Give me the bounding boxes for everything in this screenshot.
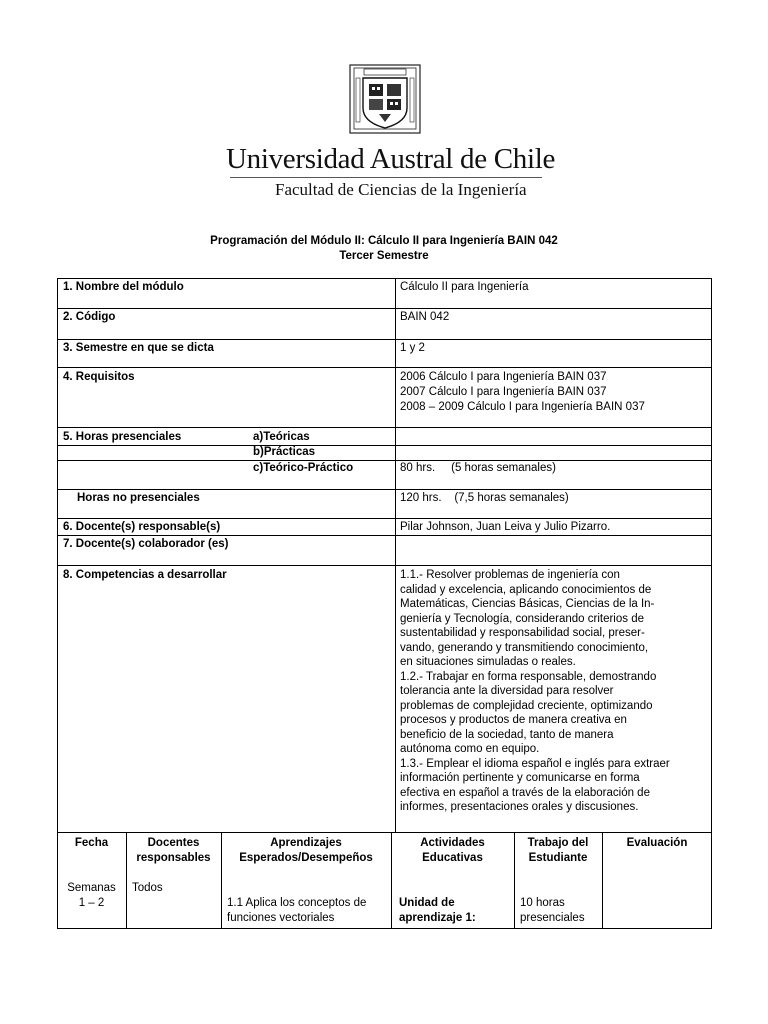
row-divider bbox=[57, 367, 712, 368]
row-label-requisitos: 4. Requisitos bbox=[63, 371, 135, 383]
row-label-no-presenciales: Horas no presenciales bbox=[77, 492, 200, 504]
title-line-1: Programación del Módulo II: Cálculo II para Ingeniería BAIN 042 bbox=[210, 235, 558, 247]
program-table bbox=[57, 278, 712, 929]
row-value-semestre: 1 y 2 bbox=[400, 342, 425, 354]
row-divider bbox=[57, 832, 712, 833]
seal-icon bbox=[349, 64, 421, 134]
header-aprendizajes: Aprendizajes Esperados/Desempeños bbox=[239, 837, 373, 864]
header-fecha: Fecha bbox=[74, 837, 109, 849]
horas-teoricas-label: a)Teóricas bbox=[253, 431, 310, 443]
faculty-name: Facultad de Ciencias de la Ingeniería bbox=[275, 180, 527, 199]
row-label-competencias: 8. Competencias a desarrollar bbox=[63, 569, 227, 581]
row-divider bbox=[57, 460, 712, 461]
horas-teorico-practico-label: c)Teórico-Práctico bbox=[253, 462, 354, 474]
document-title bbox=[0, 234, 768, 264]
table-border-top bbox=[57, 278, 712, 279]
header-actividades: Actividades Educativas bbox=[420, 837, 485, 864]
horas-teorico-practico-value: 80 hrs. (5 horas semanales) bbox=[400, 462, 556, 474]
header-evaluacion: Evaluación bbox=[626, 837, 688, 849]
requisito-item: 2006 Cálculo I para Ingeniería BAIN 037 bbox=[400, 371, 607, 383]
row-label-nombre: 1. Nombre del módulo bbox=[63, 281, 184, 293]
cell-aprendizajes: 1.1 Aplica los conceptos de funciones vectoriales bbox=[227, 897, 367, 924]
row-label-codigo: 2. Código bbox=[63, 311, 116, 323]
column-divider bbox=[395, 278, 396, 832]
row-divider bbox=[57, 565, 712, 566]
row-value-nombre: Cálculo II para Ingeniería bbox=[400, 281, 529, 293]
row-divider bbox=[57, 445, 712, 446]
title-line-2: Tercer Semestre bbox=[339, 250, 429, 262]
row-value-docentes: Pilar Johnson, Juan Leiva y Julio Pizarro. bbox=[400, 521, 611, 533]
row-value-no-presenciales: 120 hrs. (7,5 horas semanales) bbox=[400, 492, 569, 504]
row-label-docentes: 6. Docente(s) responsable(s) bbox=[63, 521, 221, 533]
requisito-item: 2007 Cálculo I para Ingeniería BAIN 037 bbox=[400, 386, 607, 398]
requisito-item: 2008 – 2009 Cálculo I para Ingeniería BAIN 037 bbox=[400, 401, 645, 413]
table-border-bottom bbox=[57, 928, 712, 929]
cell-docentes: Todos bbox=[132, 882, 163, 894]
cell-fecha: Semanas 1 – 2 bbox=[67, 882, 116, 909]
header-docentes: Docentes responsables bbox=[136, 837, 211, 864]
university-name: Universidad Austral de Chile bbox=[226, 143, 556, 175]
cell-actividades: Unidad de aprendizaje 1: bbox=[399, 897, 476, 924]
row-label-colaboradores: 7. Docente(s) colaborador (es) bbox=[63, 538, 229, 550]
row-label-semestre: 3. Semestre en que se dicta bbox=[63, 342, 214, 354]
university-seal bbox=[349, 64, 421, 134]
competencias-text: 1.1.- Resolver problemas de ingeniería con calidad y excelencia, aplicando conocimientos de Matemáticas, Ciencias Básicas, Ciencias de la In- geniería y Tecnología, considerando criterios de sustentabilidad y responsabilidad social, preser- vando, generando y transmitiendo conocimiento, en situaciones simuladas o reales. 1.2.- Trabajar en forma responsable, demostrando tolerancia ante la diversidad para resolver problemas de complejidad creciente, optimizando procesos y productos de manera creativa en beneficio de la sociedad, tanto de manera autónoma como en equipo. 1.3.- Emplear el idioma español e inglés para extraer información pertinente y comunicarse en forma efectiva en español a través de la elaboración de informes, presentaciones orales y discusiones. bbox=[400, 569, 670, 813]
row-divider bbox=[57, 535, 712, 536]
row-divider bbox=[57, 489, 712, 490]
horas-practicas-label: b)Prácticas bbox=[253, 446, 316, 458]
row-divider bbox=[57, 427, 712, 428]
header-rule bbox=[230, 177, 542, 178]
row-divider bbox=[57, 339, 712, 340]
row-divider bbox=[57, 518, 712, 519]
row-divider bbox=[57, 308, 712, 309]
row-label-horas-presenciales: 5. Horas presenciales bbox=[63, 431, 182, 443]
header-trabajo: Trabajo del Estudiante bbox=[527, 837, 589, 864]
cell-trabajo: 10 horas presenciales bbox=[520, 897, 585, 924]
row-value-codigo: BAIN 042 bbox=[400, 311, 450, 323]
